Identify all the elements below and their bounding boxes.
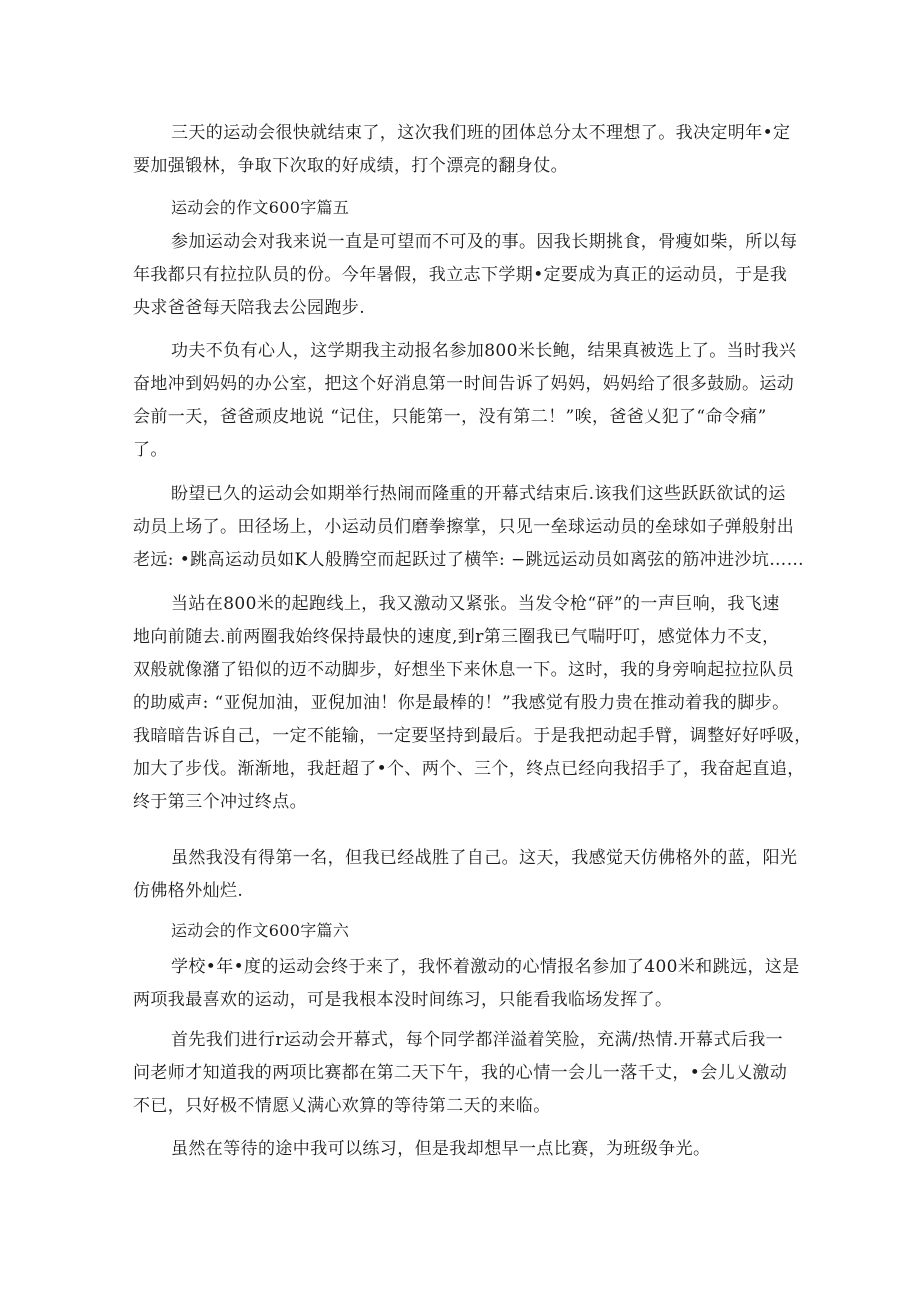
text-line: 虽然在等待的途中我可以练习，但是我却想早一点比赛，为班级争光。 (171, 1139, 711, 1159)
text-line: 地向前随去.前两圈我始终保持最快的速度,到r第三圈我已气喘吁叮，感觉体力不支， (133, 627, 780, 647)
text-line: 两项我最喜欢的运动，可是我根本没时间练习，只能看我临场发挥了。 (133, 990, 673, 1010)
text-line: 参加运动会对我来说一直是可望而不可及的事。因我长期挑食，骨瘦如柴，所以每 (171, 232, 798, 252)
section-heading-5: 运动会的作文600字篇五 (171, 198, 350, 217)
text-line: 仿佛格外灿烂. (133, 881, 244, 901)
text-line: 年我都只有拉拉队员的份。今年暑假，我立志下学期•定要成为真正的运动员，于是我 (133, 265, 788, 285)
text-line: 我暗暗告诉自己，一定不能输，一定要坚持到最后。于是我把动起手臂，调整好好呼吸， (133, 726, 812, 746)
paragraph-8 (133, 1024, 793, 1123)
paragraph-9 (133, 1133, 793, 1166)
text-line: 会前一天，爸爸顽皮地说 “记住，只能第一，没有第二！”唉，爸爸乂犯了“命令痛” (133, 407, 767, 427)
paragraph-4 (133, 478, 805, 577)
text-line: 终于第三个冲过终点。 (133, 792, 307, 812)
text-line: 问老师才知道我的两项比赛都在第二天下午，我的心情一会儿一落千丈，•会儿乂激动 (133, 1063, 788, 1083)
paragraph-2 (133, 226, 798, 325)
text-line: 三天的运动会很快就结束了，这次我们班的团体总分太不理想了。我决定明年•定 (171, 123, 791, 143)
text-line: 盼望已久的运动会如期举行热闹而隆重的开幕式结束后.该我们这些跃跃欲试的运 (171, 484, 786, 504)
paragraph-3 (133, 335, 797, 467)
paragraph-7 (133, 951, 800, 1017)
text-line: 的助威声: “亚倪加油，亚倪加油！你是最棒的！”我感觉有股力贵在推动着我的脚步。 (133, 693, 790, 713)
text-line: 学校•年•度的运动会终于来了，我怀着激动的心情报名参加了400米和跳远，这是 (171, 957, 800, 977)
text-line: 首先我们进行r运动会开幕式，每个同学都洋溢着笑脸，充满/热情.开幕式后我一 (171, 1030, 784, 1050)
paragraph-6 (133, 842, 798, 908)
text-line: 奋地冲到妈妈的办公室，把这个好消息第一时间告诉了妈妈，妈妈给了很多鼓励。运动 (133, 374, 795, 394)
text-line: 不已，只好极不情愿乂满心欢算的等待第二天的来临。 (133, 1096, 551, 1116)
text-line: 要加强锻林，争取下次取的好成绩，打个漂亮的翻身仗。 (133, 156, 568, 176)
paragraph-5 (133, 588, 812, 819)
section-heading-6: 运动会的作文600字篇六 (171, 921, 350, 940)
text-line: 了。 (133, 440, 168, 460)
text-line: 双般就像潴了铅似的迈不动脚步，好想坐下来休息一下。这时，我的身旁响起拉拉队员 (133, 660, 795, 680)
text-line: 动员上场了。田径场上，小运动员们磨拳擦掌，只见一垒球运动员的垒球如子弹般射出 (133, 517, 795, 537)
text-line: 当站在800米的起跑线上，我又激动又紧张。当发令枪“砰”的一声巨响，我飞速 (171, 594, 780, 614)
paragraph-1 (133, 117, 793, 183)
text-line: 加大了步伐。渐渐地，我赶超了•个、两个、三个，终点已经向我招手了，我奋起直追， (133, 759, 805, 779)
text-line: 老远: •跳高运动员如K人般腾空而起跃过了横竿: −跳远运动员如离弦的筋冲进沙坑…… (133, 550, 805, 570)
text-line: 虽然我没有得第一名，但我已经战胜了自己。这天，我感觉天仿佛格外的蓝，阳光 (171, 848, 798, 868)
text-line: 央求爸爸每天陪我去公园跑步. (133, 298, 366, 318)
text-line: 功夫不负有心人，这学期我主动报名参加800米长鲍，结果真被选上了。当时我兴 (171, 341, 797, 361)
